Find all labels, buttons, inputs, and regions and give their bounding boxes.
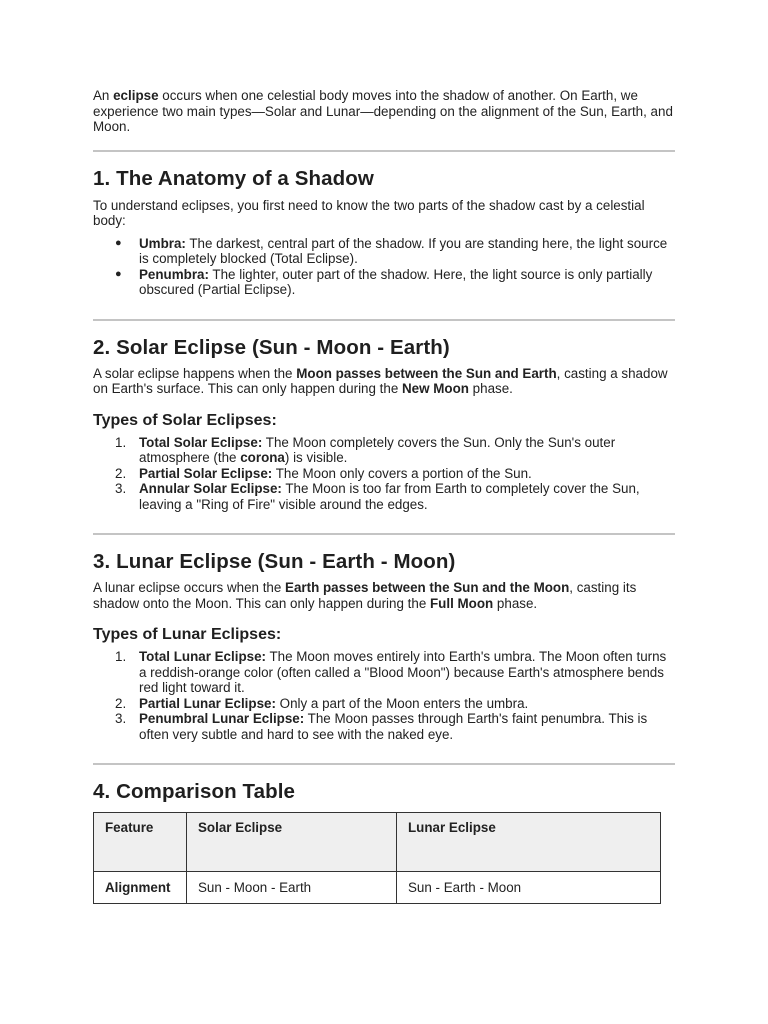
lunar-types-heading: Types of Lunar Eclipses:	[93, 626, 282, 643]
list-item-total-lunar: 1. Total Lunar Eclipse: The Moon moves entirely into Earth's umbra. The Moon often turns a reddish-orange color (often called a "Blood Moon") because Earth's atmosphere bends red light toward it.	[115, 649, 667, 695]
bullet-icon: ●	[115, 267, 122, 280]
list-item-partial-solar: 2. Partial Solar Eclipse: The Moon only covers a portion of the Sun.	[115, 465, 532, 481]
section-divider	[93, 150, 675, 152]
comparison-table	[93, 812, 661, 904]
list-item-annular-solar: 3. Annular Solar Eclipse: The Moon is too far from Earth to completely cover the Sun, leaving a "Ring of Fire" visible around the edges.	[115, 481, 640, 512]
table-row-label: Alignment	[94, 872, 187, 904]
table-row	[94, 872, 661, 904]
table-cell: Sun - Moon - Earth	[187, 872, 397, 904]
section-3-paragraph: A lunar eclipse occurs when the Earth passes between the Sun and the Moon, casting its shadow onto the Moon. This can only happen during the Full Moon phase.	[93, 580, 637, 611]
section-divider	[93, 533, 675, 535]
list-item-total-solar: 1. Total Solar Eclipse: The Moon completely covers the Sun. Only the Sun's outer atmosphere (the corona) is visible.	[115, 434, 616, 465]
table-header-cell: Lunar Eclipse	[397, 813, 661, 872]
section-2-heading: 2. Solar Eclipse (Sun - Moon - Earth)	[93, 335, 450, 359]
bullet-icon: ●	[115, 236, 122, 249]
table-header-cell: Feature	[94, 813, 187, 872]
section-divider	[93, 763, 675, 765]
section-1-lead: To understand eclipses, you first need to know the two parts of the shadow cast by a celestial body:	[93, 197, 645, 228]
intro-paragraph: An eclipse occurs when one celestial body moves into the shadow of another. On Earth, we experience two main types—Solar and Lunar—depending on the alignment of the Sun, Earth, and Moon.	[93, 88, 673, 134]
solar-types-heading: Types of Solar Eclipses:	[93, 411, 277, 429]
section-1-heading: 1. The Anatomy of a Shadow	[93, 166, 374, 190]
section-2-paragraph: A solar eclipse happens when the Moon passes between the Sun and Earth, casting a shadow on Earth's surface. This can only happen during the New Moon phase.	[93, 365, 668, 396]
section-4-heading: 4. Comparison Table	[93, 780, 296, 803]
lunar-types-list	[93, 649, 675, 742]
list-item-penumbral-lunar: 3. Penumbral Lunar Eclipse: The Moon passes through Earth's faint penumbra. This is often very subtle and hard to see with the naked eye.	[115, 711, 648, 742]
list-item-penumbra: ● Penumbra: The lighter, outer part of the shadow. Here, the light source is only partially obscured (Partial Eclipse).	[115, 266, 653, 297]
list-item-partial-lunar: 2. Partial Lunar Eclipse: Only a part of the Moon enters the umbra.	[115, 695, 529, 711]
solar-types-list	[93, 435, 675, 513]
document-page	[93, 0, 675, 904]
section-3-heading: 3. Lunar Eclipse (Sun - Earth - Moon)	[93, 550, 456, 573]
table-header-row	[94, 813, 661, 872]
shadow-parts-list	[93, 236, 675, 298]
list-item-umbra: ● Umbra: The darkest, central part of the shadow. If you are standing here, the light source is completely blocked (Total Eclipse).	[115, 235, 668, 266]
table-cell: Sun - Earth - Moon	[397, 872, 661, 904]
table-header-cell: Solar Eclipse	[187, 813, 397, 872]
section-divider	[93, 319, 675, 321]
